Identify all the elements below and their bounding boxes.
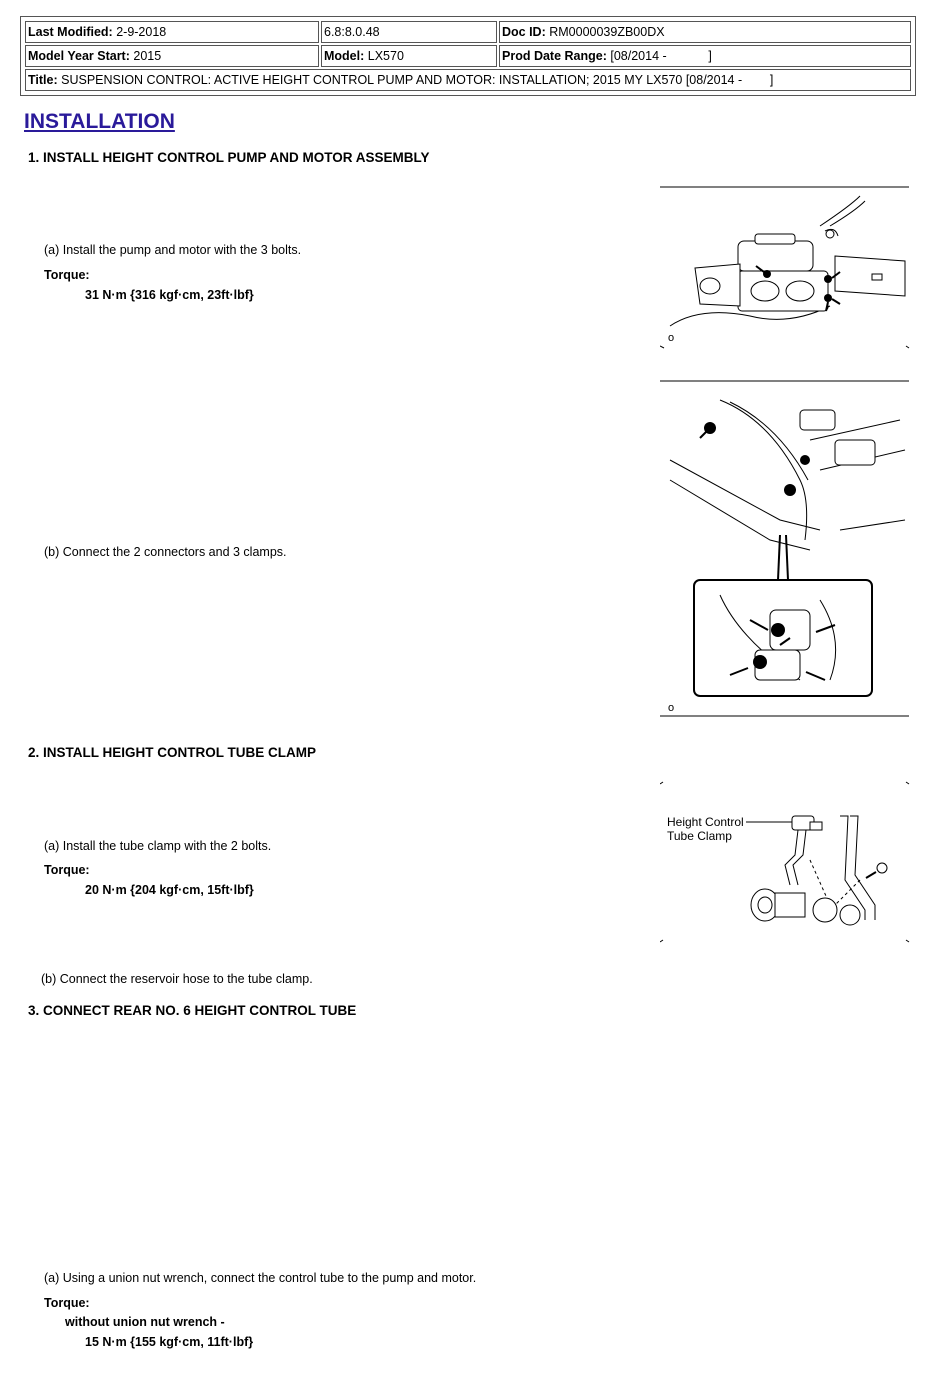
tube-clamp-illustration <box>660 780 910 946</box>
model-year-value: 2015 <box>133 49 162 63</box>
model-value: LX570 <box>367 49 404 63</box>
doc-id-cell <box>499 21 911 43</box>
step-1a-torque-value: 31 N·m {316 kgf·cm, 23ft·lbf} <box>85 288 254 302</box>
step-3a-torque-label: Torque: <box>44 1296 90 1310</box>
step-2a-text: (a) Install the tube clamp with the 2 bolts. <box>44 839 272 853</box>
figure-3-label-line2: Tube Clamp <box>667 829 732 843</box>
step-3a-torque-value: 15 N·m {155 kgf·cm, 11ft·lbf} <box>85 1335 254 1349</box>
model-cell <box>321 45 497 67</box>
prod-date-label: Prod Date Range: <box>502 49 607 63</box>
last-modified-label: Last Modified: <box>28 25 113 39</box>
figure-3-label-line1: Height Control <box>667 815 744 829</box>
step-2a-torque-value: 20 N·m {204 kgf·cm, 15ft·lbf} <box>85 883 254 897</box>
step-2-title: 2. INSTALL HEIGHT CONTROL TUBE CLAMP <box>28 745 317 760</box>
last-modified-cell <box>25 21 319 43</box>
model-year-cell <box>25 45 319 67</box>
model-label: Model: <box>324 49 365 63</box>
step-1b-text: (b) Connect the 2 connectors and 3 clamps. <box>44 545 287 559</box>
step-3a-torque-condition: without union nut wrench - <box>65 1315 225 1329</box>
step-3-title: 3. CONNECT REAR NO. 6 HEIGHT CONTROL TUBE <box>28 1003 357 1018</box>
doc-id-label: Doc ID: <box>502 25 546 39</box>
prod-date-value: [08/2014 - ] <box>610 49 712 63</box>
title-value: SUSPENSION CONTROL: ACTIVE HEIGHT CONTROL PUMP AND MOTOR: INSTALLATION; 2015 MY LX570 [08/2014 - ] <box>61 73 774 87</box>
section-title: INSTALLATION <box>24 110 175 133</box>
model-year-label: Model Year Start: <box>28 49 130 63</box>
document-header <box>20 16 916 96</box>
doc-id-value: RM0000039ZB00DX <box>549 25 665 39</box>
version-value: 6.8:8.0.48 <box>324 25 380 39</box>
figure-tube-clamp <box>660 780 910 946</box>
step-1a-text: (a) Install the pump and motor with the 3 bolts. <box>44 243 302 257</box>
figure-1-mark: o <box>668 332 675 344</box>
last-modified-value: 2-9-2018 <box>116 25 167 39</box>
title-cell <box>25 69 911 91</box>
step-2a-torque-label: Torque: <box>44 863 90 877</box>
step-2b-text: (b) Connect the reservoir hose to the tube clamp. <box>41 972 313 986</box>
step-1-title: 1. INSTALL HEIGHT CONTROL PUMP AND MOTOR ASSEMBLY <box>28 150 430 165</box>
step-1a-torque-label: Torque: <box>44 268 90 282</box>
connectors-illustration <box>660 380 910 720</box>
figure-2-mark: o <box>668 702 675 714</box>
title-label: Title: <box>28 73 58 87</box>
step-3a-text: (a) Using a union nut wrench, connect the control tube to the pump and motor. <box>44 1271 477 1285</box>
prod-date-cell <box>499 45 911 67</box>
figure-pump-motor-bolts <box>660 186 910 352</box>
pump-motor-illustration <box>660 186 910 352</box>
figure-connectors-clamps <box>660 380 910 720</box>
version-cell <box>321 21 497 43</box>
